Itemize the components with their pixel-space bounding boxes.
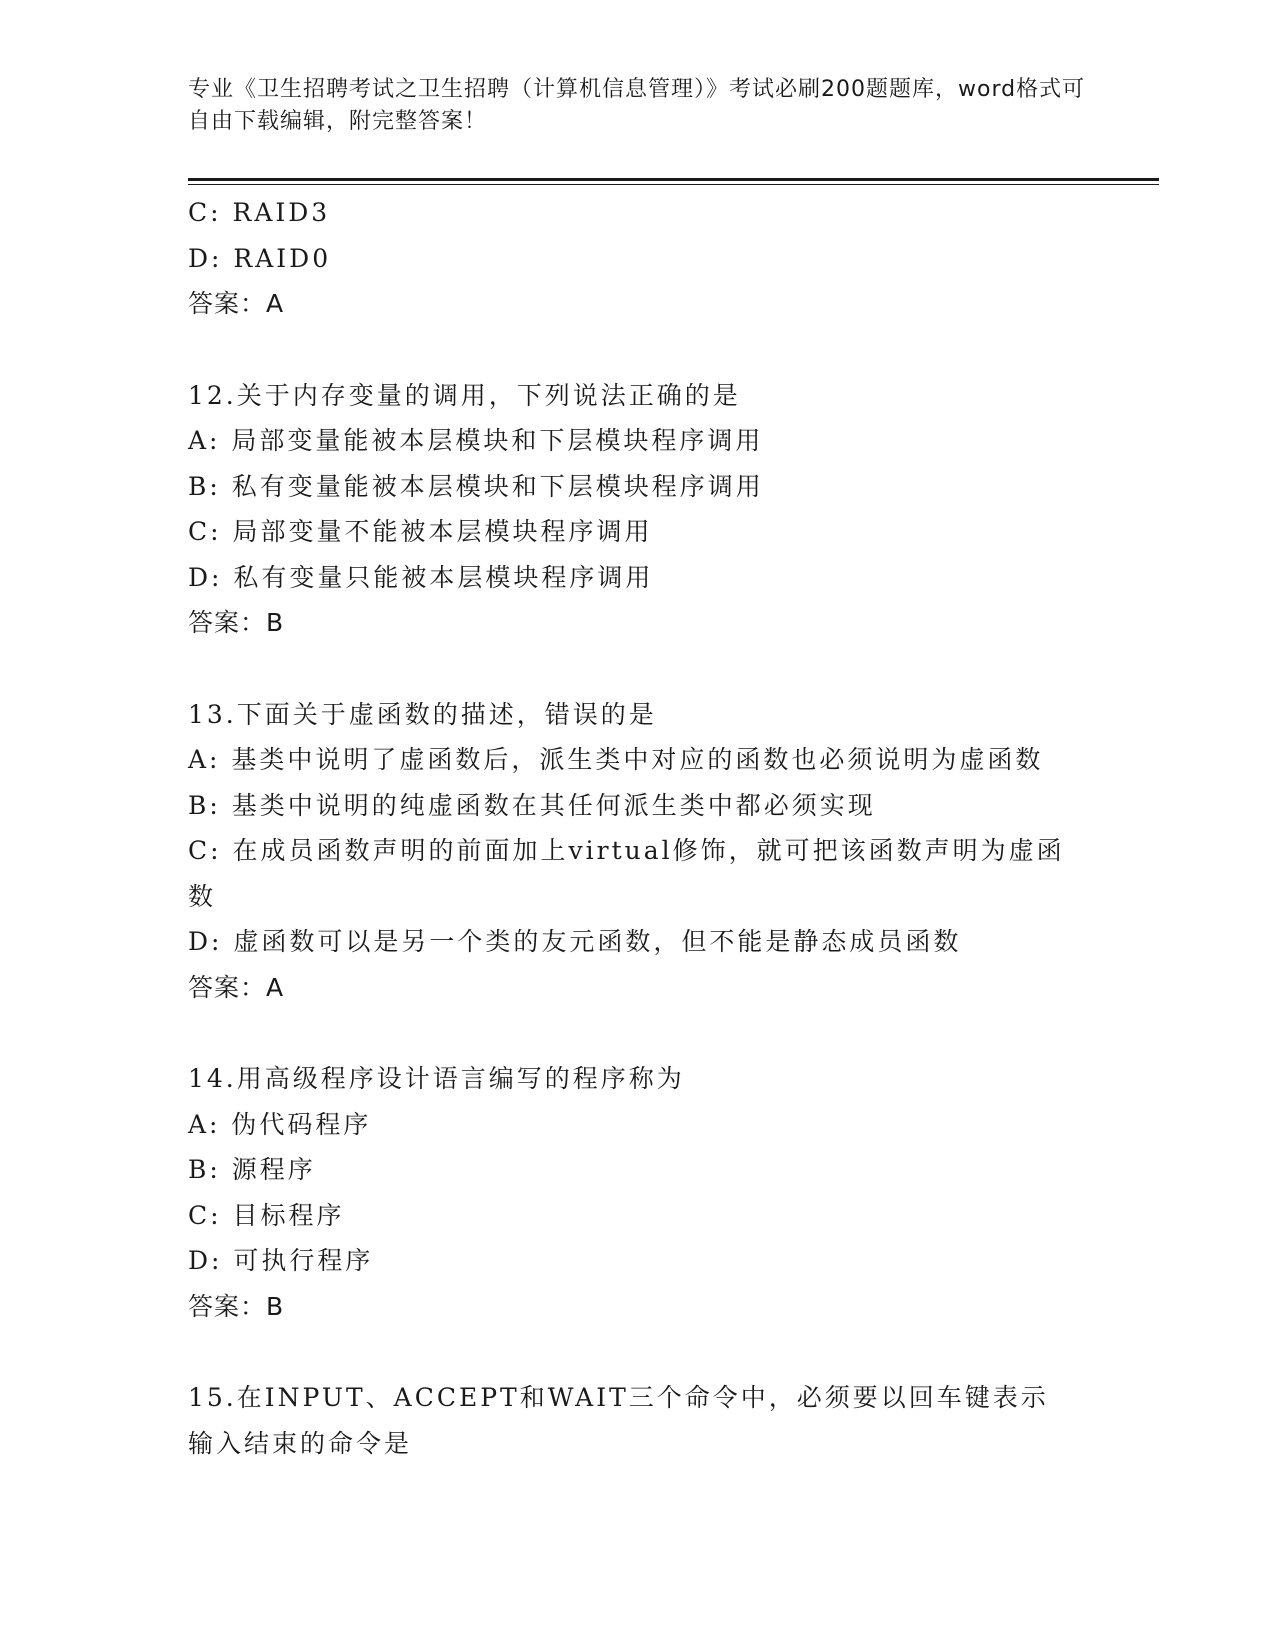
document-header: 专业《卫生招聘考试之卫生招聘（计算机信息管理）》考试必刷200题题库，word格式可自由下载编辑，附完整答案！ bbox=[188, 77, 1086, 134]
option-a: A: 基类中说明了虚函数后，派生类中对应的函数也必须说明为虚函数 bbox=[188, 745, 1044, 774]
question-12 bbox=[188, 373, 1088, 646]
option-c: C: 局部变量不能被本层模块程序调用 bbox=[188, 517, 653, 546]
spacer bbox=[188, 646, 1088, 692]
question-content bbox=[188, 190, 1088, 1466]
answer-line: 答案：B bbox=[188, 608, 285, 637]
question-13 bbox=[188, 692, 1088, 1011]
partial-question-11 bbox=[188, 190, 1088, 327]
spacer bbox=[188, 1329, 1088, 1375]
option-b: B: 私有变量能被本层模块和下层模块程序调用 bbox=[188, 471, 764, 501]
answer-line: 答案：B bbox=[188, 1291, 285, 1321]
option-d: D: 虚函数可以是另一个类的友元函数，但不能是静态成员函数 bbox=[188, 927, 962, 956]
header-rule-thin bbox=[188, 184, 1159, 185]
question-stem: 15.在INPUT、ACCEPT和WAIT三个命令中，必须要以回车键表示输入结束的命令是 bbox=[188, 1383, 1049, 1458]
header-rule-thick bbox=[188, 178, 1159, 181]
question-14 bbox=[188, 1056, 1088, 1329]
option-d: D: 私有变量只能被本层模块程序调用 bbox=[188, 562, 654, 592]
spacer bbox=[188, 327, 1088, 373]
question-stem: 12.关于内存变量的调用，下列说法正确的是 bbox=[188, 380, 741, 410]
option-c: C: 目标程序 bbox=[188, 1200, 345, 1230]
question-stem: 14.用高级程序设计语言编写的程序称为 bbox=[188, 1064, 685, 1093]
spacer bbox=[188, 1010, 1088, 1056]
option-c: C: RAID3 bbox=[188, 198, 331, 227]
option-b: B: 源程序 bbox=[188, 1155, 316, 1184]
option-b: B: 基类中说明的纯虚函数在其任何派生类中都必须实现 bbox=[188, 790, 876, 820]
option-d: D: 可执行程序 bbox=[188, 1246, 374, 1275]
question-stem: 13.下面关于虚函数的描述，错误的是 bbox=[188, 699, 657, 729]
question-15 bbox=[188, 1375, 1088, 1466]
answer-line: 答案：A bbox=[188, 289, 285, 318]
option-c: C: 在成员函数声明的前面加上virtual修饰，就可把该函数声明为虚函数 bbox=[188, 836, 1065, 911]
option-d: D: RAID0 bbox=[188, 243, 332, 273]
answer-line: 答案：A bbox=[188, 972, 285, 1002]
option-a: A: 伪代码程序 bbox=[188, 1109, 372, 1139]
option-a: A: 局部变量能被本层模块和下层模块程序调用 bbox=[188, 426, 764, 455]
